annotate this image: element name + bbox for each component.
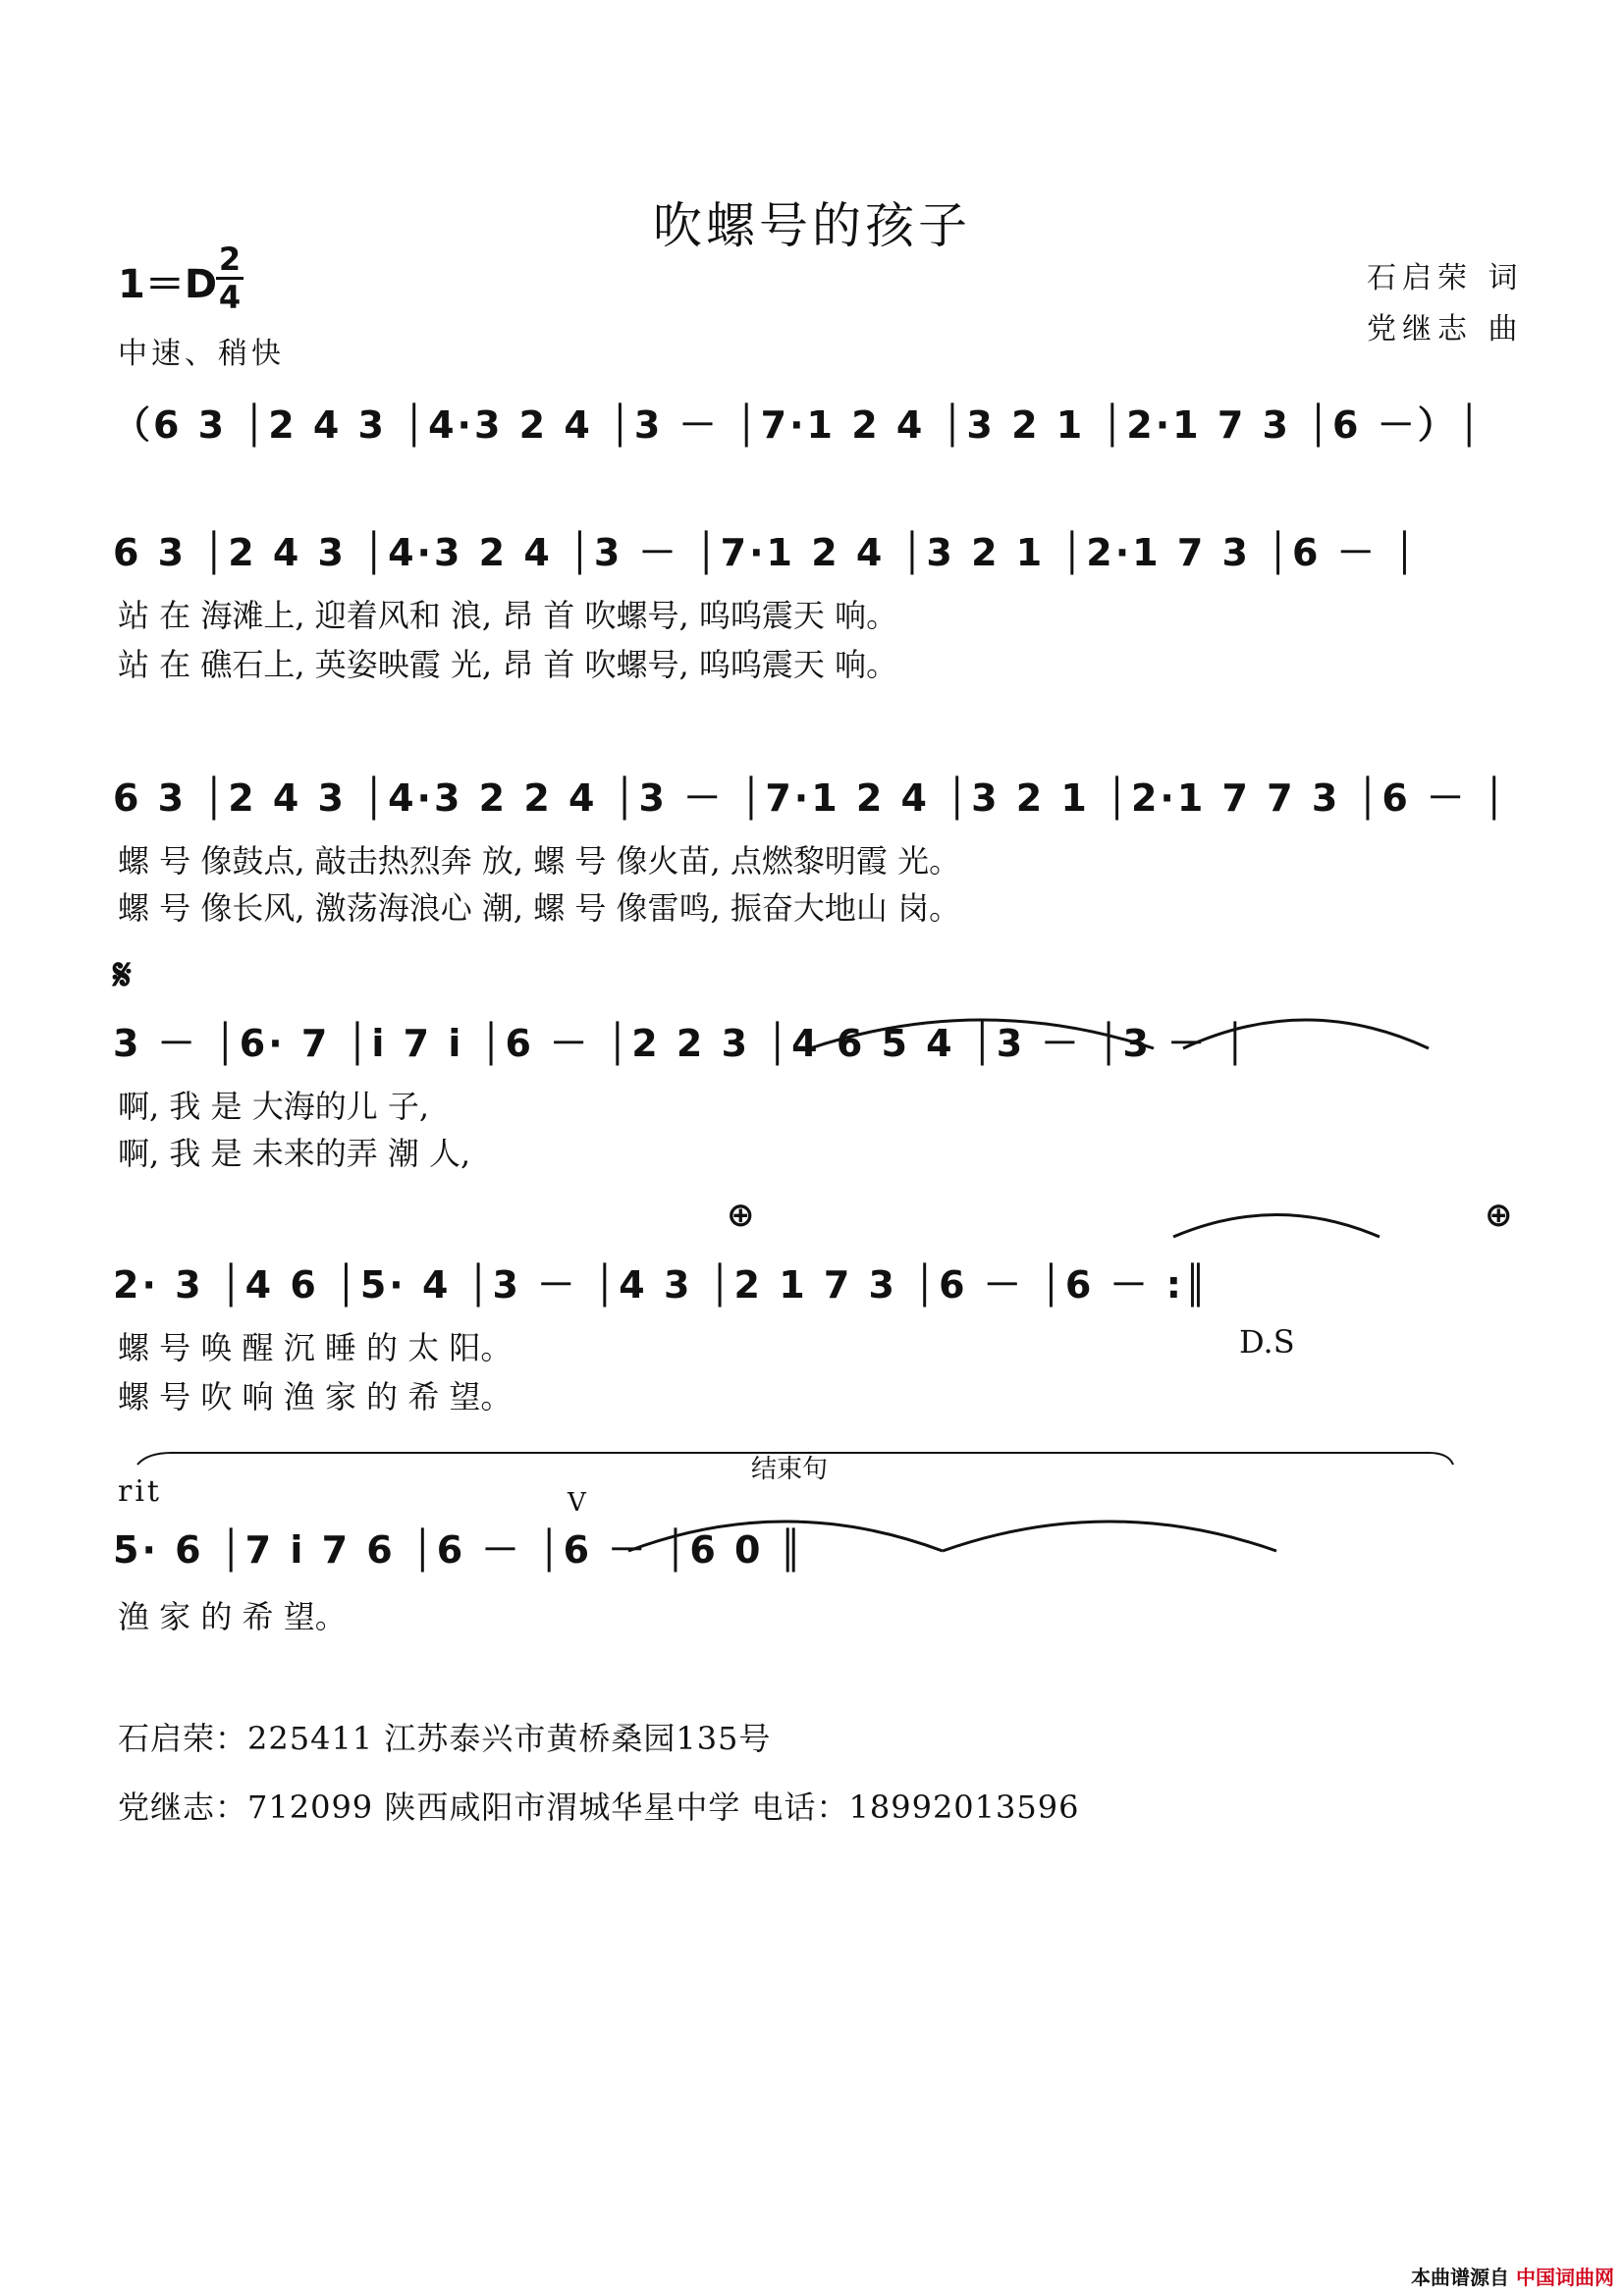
chorus-notes: 3 － │6· 7 │i 7 i │6 － │2 2 3 │4 6 5 4 │3 － │3 － │	[113, 1022, 1250, 1065]
coda-sign-2: ⊕	[1485, 1196, 1516, 1235]
dal-segno-marking: D.S	[1239, 1323, 1295, 1361]
verse-a-lyric-1: 站 在 海滩上, 迎着风和 浪, 昂 首 吹螺号, 呜呜震天 响。	[118, 597, 898, 634]
watermark	[1411, 2262, 1614, 2290]
watermark-right: 中国词曲网	[1516, 2266, 1614, 2289]
composer-address: 党继志：712099 陕西咸阳市渭城华星中学 电话：18992013596	[118, 1789, 1080, 1826]
watermark-left: 本曲谱源自	[1411, 2266, 1510, 2289]
time-numerator: 2	[218, 240, 242, 278]
verse-b-lyric-2: 螺 号 像长风, 激荡海浪心 潮, 螺 号 像雷鸣, 振奋大地山 岗。	[118, 889, 961, 927]
verse-a-notes: 6 3 │2 4 3 │4·3 2 4 │3 － │7·1 2 4 │3 2 1 │2·1 7 3 │6 － │	[113, 531, 1419, 574]
slur	[1183, 1020, 1429, 1048]
ritardando-marking: rit	[118, 1474, 162, 1509]
verse-a-lyric-2: 站 在 礁石上, 英姿映霞 光, 昂 首 吹螺号, 呜呜震天 响。	[118, 646, 898, 683]
chorus-end-notes: 2· 3 │4 6 │5· 4 │3 － │4 3 │2 1 7 3 │6 － │6 － :║	[113, 1263, 1210, 1307]
slur	[1173, 1215, 1380, 1238]
chorus-end-lyric-1: 螺 号 唤 醒 沉 睡 的 太 阳。	[118, 1329, 513, 1366]
ending-notes: 5· 6 │7 i 7 6 │6 － │6 － │6 0 ║	[113, 1528, 805, 1572]
key-signature: 1＝D	[118, 262, 218, 307]
ending-lyric: 渔 家 的 希 望。	[118, 1598, 347, 1635]
breath-mark: V	[568, 1488, 586, 1518]
ending-label: 结束句	[751, 1455, 829, 1484]
chorus-lyric-2: 啊, 我 是 未来的弄 潮 人,	[118, 1135, 471, 1172]
slur	[628, 1522, 943, 1551]
song-title: 吹螺号的孩子	[653, 197, 971, 254]
verse-b-lyric-1: 螺 号 像鼓点, 敲击热烈奔 放, 螺 号 像火苗, 点燃黎明霞 光。	[118, 842, 961, 880]
chorus-lyric-1: 啊, 我 是 大海的儿 子,	[118, 1088, 430, 1125]
chorus-end-lyric-2: 螺 号 吹 响 渔 家 的 希 望。	[118, 1378, 513, 1415]
lyricist-credit: 石启荣 词	[1367, 261, 1524, 295]
ending-bracket	[137, 1453, 1453, 1465]
slur	[810, 1020, 1154, 1048]
coda-sign-1: ⊕	[727, 1196, 758, 1235]
lyricist-address: 石启荣：225411 江苏泰兴市黄桥桑园135号	[118, 1720, 772, 1757]
slur	[943, 1522, 1276, 1551]
intro-notes: （6 3 │2 4 3 │4·3 2 4 │3 － │7·1 2 4 │3 2 1 │2·1 7 3 │6 －）│	[113, 403, 1484, 447]
composer-credit: 党继志 曲	[1367, 312, 1524, 347]
verse-b-notes: 6 3 │2 4 3 │4·3 2 2 4 │3 － │7·1 2 4 │3 2 1 │2·1 7 7 3 │6 － │	[113, 776, 1509, 820]
segno-sign: 𝄋	[113, 950, 135, 1000]
time-denominator: 4	[218, 279, 242, 316]
tempo-marking: 中速、稍快	[118, 337, 285, 371]
